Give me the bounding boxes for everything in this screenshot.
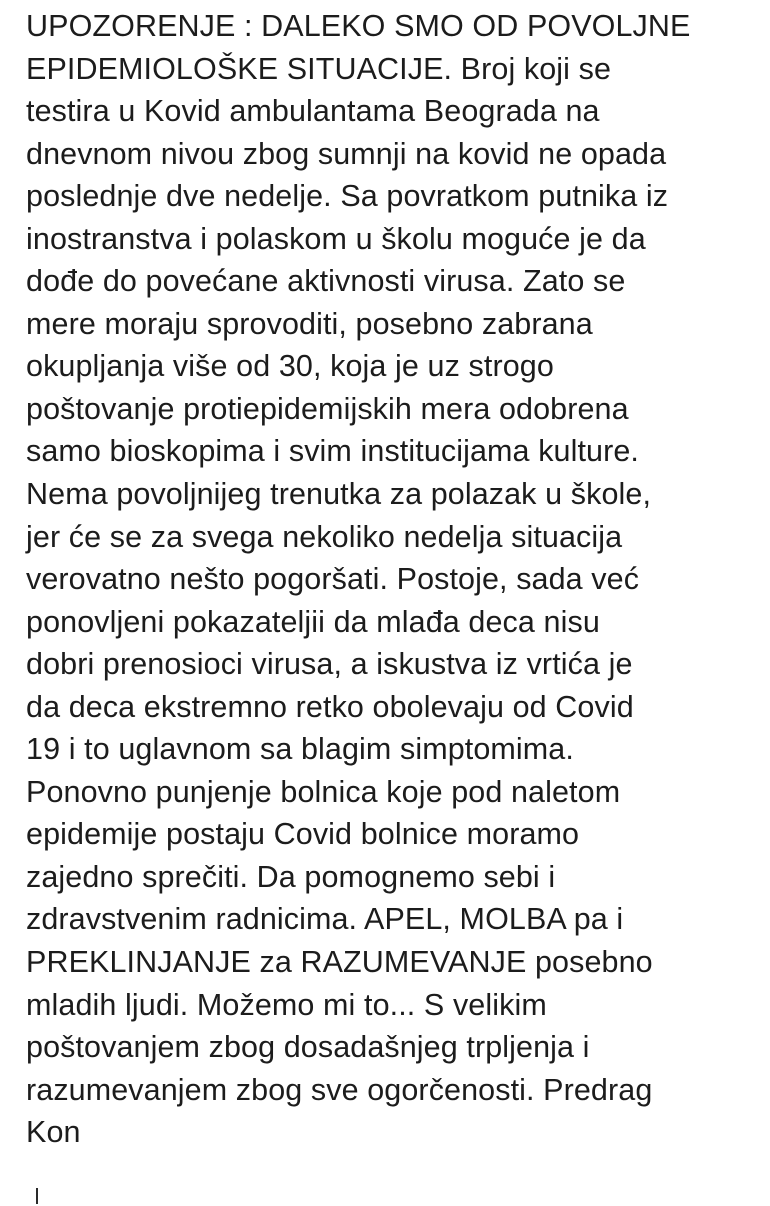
post-text bbox=[26, 5, 766, 1154]
post-text-line: razumevanjem zbog sve ogorčenosti. Predrag bbox=[26, 1072, 653, 1107]
post-text-line: Ponovno punjenje bolnica koje pod naletom bbox=[26, 774, 621, 809]
post-text-line: poslednje dve nedelje. Sa povratkom putnika iz bbox=[26, 179, 669, 214]
post-text-line: poštovanjem zbog dosadašnjeg trpljenja i bbox=[26, 1030, 590, 1065]
post-text-line: poštovanje protiepidemijskih mera odobrena bbox=[26, 391, 629, 426]
post-text-line: zdravstvenim radnicima. APEL, MOLBA pa i bbox=[26, 902, 624, 937]
post-text-line: EPIDEMIOLOŠKE SITUACIJE. Broj koji se bbox=[26, 51, 612, 86]
post-text-line: inostranstva i polaskom u školu moguće je da bbox=[26, 221, 646, 256]
post-text-line: dođe do povećane aktivnosti virusa. Zato se bbox=[26, 264, 626, 299]
post-text-line: Nema povoljnijeg trenutka za polazak u škole, bbox=[26, 477, 652, 512]
post-text-line: jer će se za svega nekoliko nedelja situacija bbox=[26, 519, 623, 554]
post-text-line: mere moraju sprovoditi, posebno zabrana bbox=[26, 306, 593, 341]
post-text-line: da deca ekstremno retko obolevaju od Covid bbox=[26, 689, 634, 724]
post-text-line: testira u Kovid ambulantama Beograda na bbox=[26, 94, 600, 129]
post-text-line: 19 i to uglavnom sa blagim simptomima. bbox=[26, 732, 574, 767]
post-text-line: okupljanja više od 30, koja je uz strogo bbox=[26, 349, 554, 384]
post-text-line: UPOZORENJE : DALEKO SMO OD POVOLJNE bbox=[26, 9, 691, 43]
post-text-line: dnevnom nivou zbog sumnji na kovid ne opada bbox=[26, 136, 667, 171]
post-text-line: ponovljeni pokazateljii da mlađa deca nisu bbox=[26, 604, 600, 639]
post-text-line: samo bioskopima i svim institucijama kulture. bbox=[26, 434, 640, 469]
post-text-line: verovatno nešto pogoršati. Postoje, sada već bbox=[26, 562, 640, 597]
post-text-line: epidemije postaju Covid bolnice moramo bbox=[26, 817, 580, 852]
text-cursor bbox=[36, 1188, 38, 1204]
post-text-line: PREKLINJANJE za RAZUMEVANJE posebno bbox=[26, 945, 653, 980]
post-text-line: Kon bbox=[26, 1115, 81, 1150]
post-text-line: dobri prenosioci virusa, a iskustva iz vrtića je bbox=[26, 647, 633, 682]
post-text-line: mladih ljudi. Možemo mi to... S velikim bbox=[26, 987, 547, 1022]
post-text-line: zajedno sprečiti. Da pomognemo sebi i bbox=[26, 859, 556, 894]
